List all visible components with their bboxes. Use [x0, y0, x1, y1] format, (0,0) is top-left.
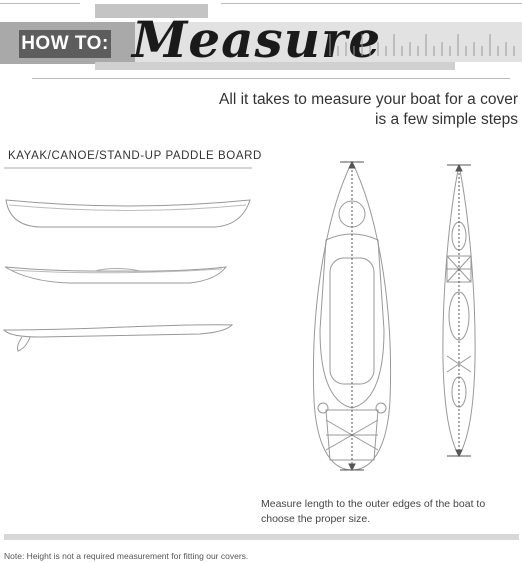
kayak-length-arrow	[340, 162, 364, 470]
howto-label: HOW TO:	[19, 30, 111, 58]
section-heading: KAYAK/CANOE/STAND-UP PADDLE BOARD	[8, 150, 262, 162]
paddle-board-side-drawing	[4, 325, 232, 351]
page-title: Measure	[132, 10, 382, 69]
footnote: Note: Height is not a required measurement for fitting our covers.	[4, 551, 249, 561]
ruler-icon	[330, 34, 514, 56]
kayak-side-drawing	[5, 267, 226, 283]
measure-caption: Measure length to the outer edges of the boat to choose the proper size.	[261, 498, 486, 525]
touring-kayak-length-arrow	[447, 165, 471, 456]
tagline: All it takes to measure your boat for a cover is a few simple steps	[219, 91, 518, 128]
canoe-side-drawing	[6, 200, 250, 227]
footer-bar	[4, 534, 519, 540]
